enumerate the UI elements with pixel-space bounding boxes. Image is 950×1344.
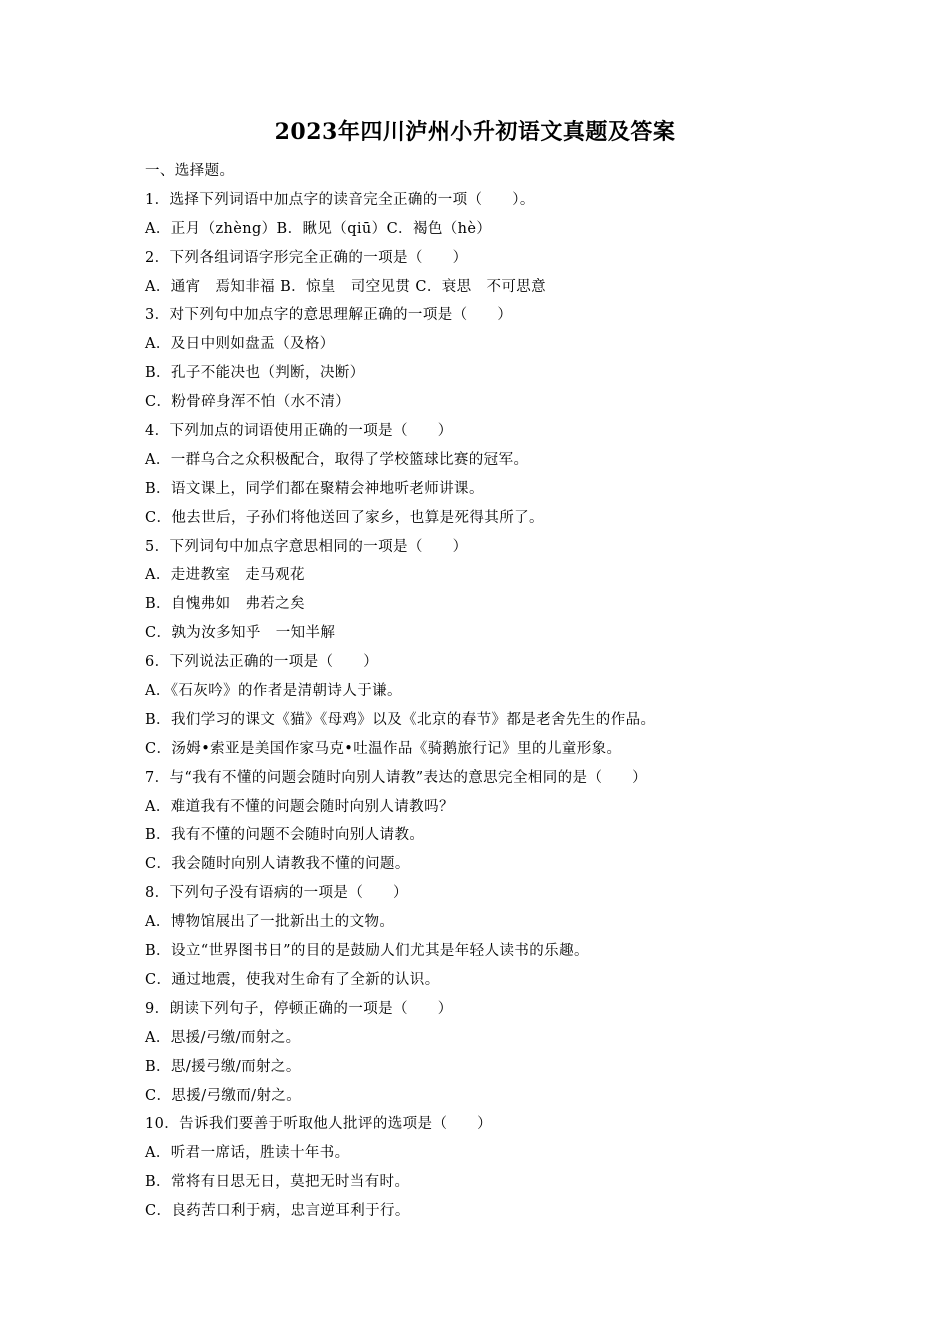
question-9-option-a: A．思援/弓缴/而射之。: [145, 1029, 301, 1046]
section-heading: 一、选择题。: [145, 163, 235, 179]
question-9-option-c: C．思援/弓缴而/射之。: [145, 1087, 302, 1104]
question-8-option-c: C．通过地震，使我对生命有了全新的认识。: [145, 971, 440, 988]
question-7-option-a: A．难道我有不懂的问题会随时向别人请教吗？: [145, 798, 454, 815]
page-title: 2023年四川泸州小升初语文真题及答案: [274, 119, 676, 145]
question-2: 2．下列各组词语字形完全正确的一项是（ ）: [145, 249, 468, 266]
question-7-option-c: C．我会随时向别人请教我不懂的问题。: [145, 856, 410, 873]
question-8-option-a: A．博物馆展出了一批新出土的文物。: [145, 914, 395, 931]
question-5: 5．下列词句中加点字意思相同的一项是（ ）: [145, 538, 468, 555]
question-3-option-c: C．粉骨碎身浑不怕（水不清）: [145, 394, 351, 411]
question-5-option-b: B．自愧弗如 弗若之矣: [145, 596, 306, 613]
question-3: 3．对下列句中加点字的意思理解正确的一项是（ ）: [145, 307, 513, 324]
question-7-option-b: B．我有不懂的问题不会随时向别人请教。: [145, 827, 425, 844]
question-9: 9．朗读下列句子，停顿正确的一项是（ ）: [145, 1000, 453, 1017]
question-3-option-b: B．孔子不能决也（判断，决断）: [145, 365, 365, 382]
question-6-option-a: A．《石灰吟》的作者是清朝诗人于谦。: [145, 683, 402, 700]
question-10-option-c: C．良药苦口利于病，忠言逆耳利于行。: [145, 1203, 410, 1220]
question-9-option-b: B．思/援弓缴/而射之。: [145, 1058, 301, 1075]
question-4-option-b: B．语文课上，同学们都在聚精会神地听老师讲课。: [145, 480, 484, 497]
question-5-option-c: C．孰为汝多知乎 一知半解: [145, 625, 336, 642]
question-1: 1．选择下列词语中加点字的读音完全正确的一项（ ）。: [145, 191, 535, 208]
question-1-options: A．正月（zhèng）B．瞅见（qiū）C．褐色（hè）: [145, 220, 492, 237]
question-3-option-a: A．及日中则如盘盂（及格）: [145, 336, 335, 353]
question-4: 4．下列加点的词语使用正确的一项是（ ）: [145, 423, 453, 440]
question-4-option-c: C．他去世后，子孙们将他送回了家乡，也算是死得其所了。: [145, 509, 544, 526]
question-6-option-b: B．我们学习的课文《猫》《母鸡》以及《北京的春节》都是老舍先生的作品。: [145, 711, 656, 728]
question-6-option-c: C．汤姆•索亚是美国作家马克•吐温作品《骑鹅旅行记》里的儿童形象。: [145, 740, 622, 757]
question-7: 7．与“我有不懂的问题会随时向别人请教”表达的意思完全相同的是（ ）: [145, 769, 648, 786]
question-10-option-a: A．听君一席话，胜读十年书。: [145, 1145, 350, 1162]
question-8: 8．下列句子没有语病的一项是（ ）: [145, 885, 408, 902]
question-4-option-a: A．一群乌合之众积极配合，取得了学校篮球比赛的冠军。: [145, 451, 529, 468]
question-6: 6．下列说法正确的一项是（ ）: [145, 654, 379, 671]
question-8-option-b: B．设立“世界图书日”的目的是鼓励人们尤其是年轻人读书的乐趣。: [145, 943, 589, 960]
document-body: [145, 157, 845, 1226]
question-10: 10．告诉我们要善于听取他人批评的选项是（ ）: [145, 1116, 493, 1133]
question-5-option-a: A．走进教室 走马观花: [145, 567, 305, 584]
question-10-option-b: B．常将有日思无日，莫把无时当有时。: [145, 1174, 410, 1191]
question-2-options: A．通宵 焉知非福 B．惊皇 司空见贯 C．衰思 不可思意: [145, 278, 547, 295]
